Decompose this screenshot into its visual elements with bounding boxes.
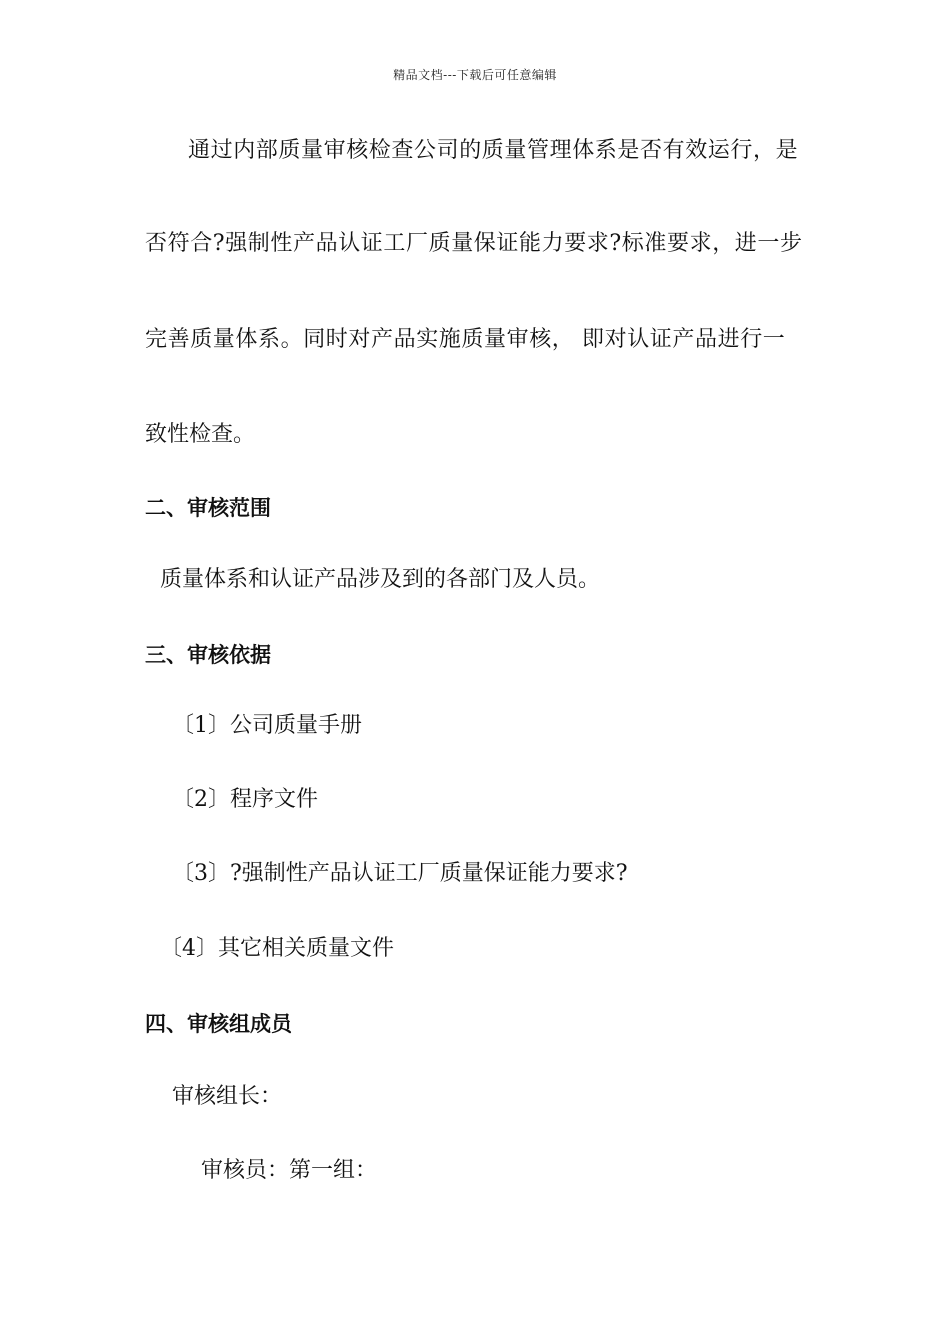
section-heading-basis: 三、审核依据 bbox=[145, 643, 271, 667]
intro-line-1: 通过内部质量审核检查公司的质量管理体系是否有效运行，是 bbox=[188, 138, 799, 163]
basis-item-2: 〔2〕程序文件 bbox=[172, 787, 318, 812]
audit-leader-label: 审核组长： bbox=[172, 1084, 283, 1109]
section-heading-members: 四、审核组成员 bbox=[145, 1012, 292, 1036]
intro-line-3: 完善质量体系。同时对产品实施质量审核， 即对认证产品进行一 bbox=[145, 327, 786, 352]
auditor-group-label: 审核员：第一组： bbox=[201, 1158, 378, 1183]
section-heading-scope: 二、审核范围 bbox=[145, 496, 271, 520]
scope-text: 质量体系和认证产品涉及到的各部门及人员。 bbox=[160, 567, 601, 592]
basis-item-1: 〔1〕公司质量手册 bbox=[172, 713, 362, 738]
intro-line-4: 致性检查。 bbox=[145, 422, 256, 447]
intro-line-2: 否符合?强制性产品认证工厂质量保证能力要求?标准要求，进一步 bbox=[145, 231, 803, 256]
page-header: 精品文档---下载后可任意编辑 bbox=[393, 68, 557, 82]
basis-item-3: 〔3〕?强制性产品认证工厂质量保证能力要求? bbox=[172, 861, 628, 886]
basis-item-4: 〔4〕其它相关质量文件 bbox=[160, 936, 394, 961]
